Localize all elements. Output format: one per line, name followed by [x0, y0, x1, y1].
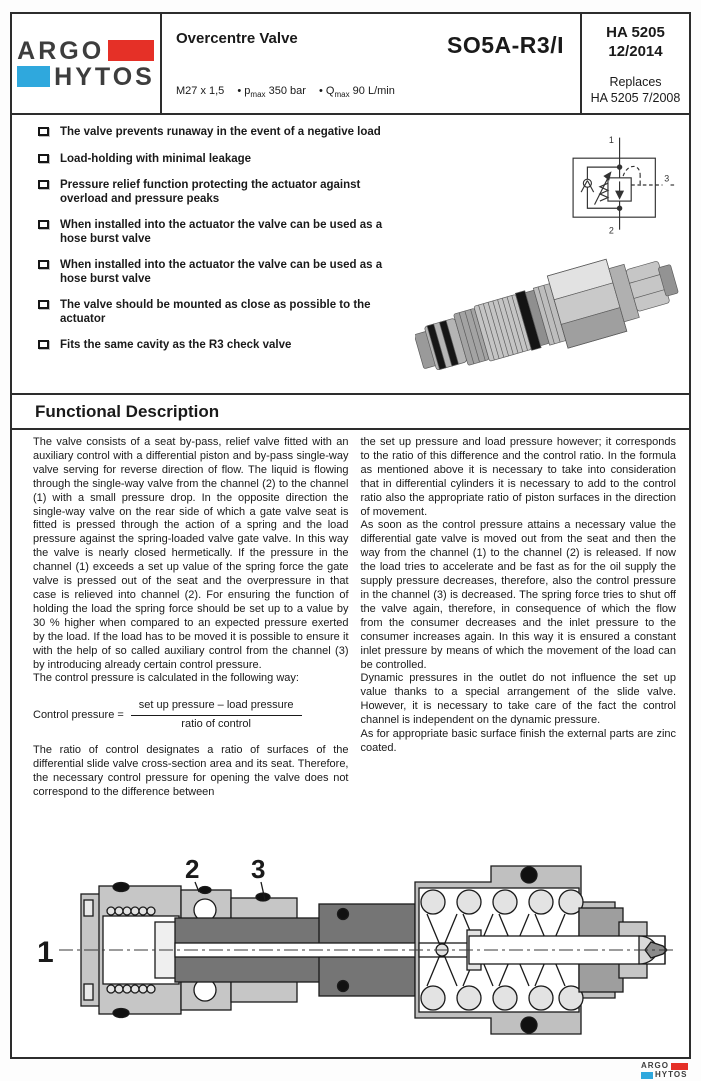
header-logo-cell [12, 14, 162, 113]
checkbox-bullet-icon [38, 180, 49, 189]
spec-separator: • [237, 84, 242, 97]
paragraph: The valve consists of a seat by-pass, relief valve fitted with an auxiliary control with a differential piston and by-pass single-way valve serving for reverse direction of flow. The liquid is flowing through the single-way valve from the channel (2) to the channel (1) with a small pressure drop. In the opposite direction the single-way valve on the rear side of which a gate valve seat is fitted is pressed through the action of a spring and the load pressure against the spring-loaded valve gate valve. In this way the valve is nearly closed hermetically. If the pressure in the channel (1) exceeds a set up value of the spring force the gate valve is pressed out of the seat and the overpressure in that case is relieved into channel (2). For ensuring the function of holding the load the spring force should be set up to a value by 30 % higher when compared to an expected pressure exerted by the load. If the load has to be moved it is possible to ensure it with the help of so called auxiliary control from the channel (3) by introducing already certain control pressure. [33, 436, 349, 671]
feature-text: The valve prevents runaway in the event of a negative load [60, 126, 381, 138]
spec-qmax-sub: max [334, 90, 350, 99]
logo-row-hytos [641, 1071, 688, 1079]
feature-text: When installed into the actuator the valve can be used as a hose burst valve [60, 259, 383, 285]
cross-section-port-1-label: 1 [37, 936, 54, 969]
feature-item [38, 153, 410, 167]
hydraulic-symbol-diagram [557, 133, 675, 237]
header-docinfo-cell [582, 14, 689, 113]
valve-photo-svg [415, 235, 687, 393]
feature-item [38, 219, 410, 246]
spec-qmax-value: 90 L/min [352, 84, 395, 97]
logo-text-argo: ARGO [17, 36, 105, 65]
spec-pmax-symbol: p [244, 84, 251, 97]
model-number: SO5A-R3/I [447, 32, 564, 58]
checkbox-bullet-icon [38, 300, 49, 309]
control-pressure-formula [33, 699, 349, 732]
header-title-cell [162, 14, 582, 113]
relief-valve-box-symbol [608, 178, 631, 201]
doc-id [584, 23, 687, 61]
logo-row-hytos [17, 62, 155, 91]
symbol-port-2-label: 2 [608, 225, 614, 236]
header [12, 14, 689, 115]
cross-section-svg [20, 850, 686, 1050]
checkbox-bullet-icon [38, 340, 49, 349]
feature-text: Fits the same cavity as the R3 check valve [60, 339, 292, 351]
logo-text-argo: ARGO [641, 1061, 669, 1070]
paragraph: the set up pressure and load pressure however; it corresponds to the ratio of this difference and the control ratio. In the formula as mentioned above it is necessary to take into consideration that in differential cylinders it is necessary to add to the control ratio also the appropriate ratio of piston surfaces in the direction of movement. [360, 436, 676, 518]
features-list [38, 126, 410, 366]
logo-red-block [108, 40, 154, 61]
functional-description-section [12, 393, 689, 1057]
spec-pmax-value: 350 bar [268, 84, 306, 97]
replaces-label: Replaces [609, 75, 662, 89]
replaces-doc: HA 5205 7/2008 [590, 91, 681, 105]
paragraph: Dynamic pressures in the outlet do not influence the set up value thanks to a special arrangement of the slide valve. However, it is necessary to take care of the fact the control channel is independent on the dynamic pressure. [360, 672, 676, 727]
spec-separator: • [318, 84, 323, 97]
checkbox-bullet-icon [38, 127, 49, 136]
feature-item [38, 259, 410, 286]
spec-qmax-symbol: Q [325, 84, 335, 97]
feature-text: Load-holding with minimal leakage [60, 152, 252, 165]
spec-pmax-sub: max [250, 90, 266, 99]
logo-red-block [671, 1063, 688, 1070]
feature-item [38, 299, 410, 326]
logo-row-argo [17, 36, 155, 65]
argo-hytos-logo [17, 36, 155, 91]
features-section [12, 117, 689, 393]
logo-cyan-block [641, 1072, 653, 1079]
symbol-port-3-label: 3 [664, 173, 670, 184]
formula-fraction [131, 699, 302, 732]
logo-row-argo [641, 1062, 688, 1070]
section-title: Functional Description [12, 395, 689, 430]
paragraph: As for appropriate basic surface finish the external parts are zinc coated. [360, 728, 676, 754]
datasheet-page [10, 12, 691, 1059]
feature-text: The valve should be mounted as close as possible to the actuator [60, 299, 371, 325]
feature-item [38, 339, 410, 353]
paragraph: The control pressure is calculated in the following way: [33, 672, 299, 685]
product-type-title: Overcentre Valve [176, 30, 298, 47]
formula-numerator: set up pressure – load pressure [131, 699, 302, 716]
valve-cross-section-drawing [20, 850, 686, 1050]
spec-line [176, 85, 395, 99]
right-column [361, 436, 677, 800]
formula-lhs: Control pressure = [33, 708, 124, 721]
doc-date: 12/2014 [608, 43, 663, 60]
doc-number: HA 5205 [606, 24, 665, 41]
logo-text-hytos: HYTOS [655, 1070, 688, 1079]
paragraph: As soon as the control pressure attains a necessary value the differential gate valve is moved out from the seat and then the way from the channel (1) to the channel (2) is released. If now the load tries to accelerate and be fast as for the oil supply the supply pressure decreases, therefore, also the control pressure in the channel (3) is decreased. The spring force tries to shut off the valve again, therefore, in consequence of which the flow from the consumer decreases and the inlet pressure to the consumer increases again. In this way it is ensured a constant inlet pressure by means of which the movement of the load can be controlled. [360, 519, 676, 671]
formula-denominator: ratio of control [181, 718, 251, 731]
hydraulic-symbol-svg [557, 133, 675, 237]
feature-item [38, 179, 410, 206]
feature-item [38, 126, 410, 140]
feature-text: Pressure relief function protecting the actuator against overload and pressure peaks [60, 179, 361, 205]
replaces-block [584, 74, 687, 106]
description-columns [33, 436, 676, 800]
checkbox-bullet-icon [38, 154, 49, 163]
valve-product-photo [415, 235, 687, 393]
cross-section-port-3-label: 3 [251, 854, 266, 884]
spec-thread: M27 x 1,5 [176, 84, 225, 97]
left-column [33, 436, 349, 800]
paragraph: The ratio of control designates a ratio of surfaces of the differential slide valve cross-section area and its seat. Therefore, the necessary control pressure for opening the valve does not correspond to the difference between [33, 744, 349, 798]
feature-text: When installed into the actuator the valve can be used as a hose burst valve [60, 219, 383, 245]
checkbox-bullet-icon [38, 220, 49, 229]
symbol-port-1-label: 1 [608, 134, 614, 145]
logo-text-hytos: HYTOS [54, 62, 155, 91]
logo-cyan-block [17, 66, 50, 87]
checkbox-bullet-icon [38, 260, 49, 269]
cross-section-port-2-label: 2 [185, 854, 200, 884]
footer-argo-hytos-logo [641, 1062, 688, 1079]
